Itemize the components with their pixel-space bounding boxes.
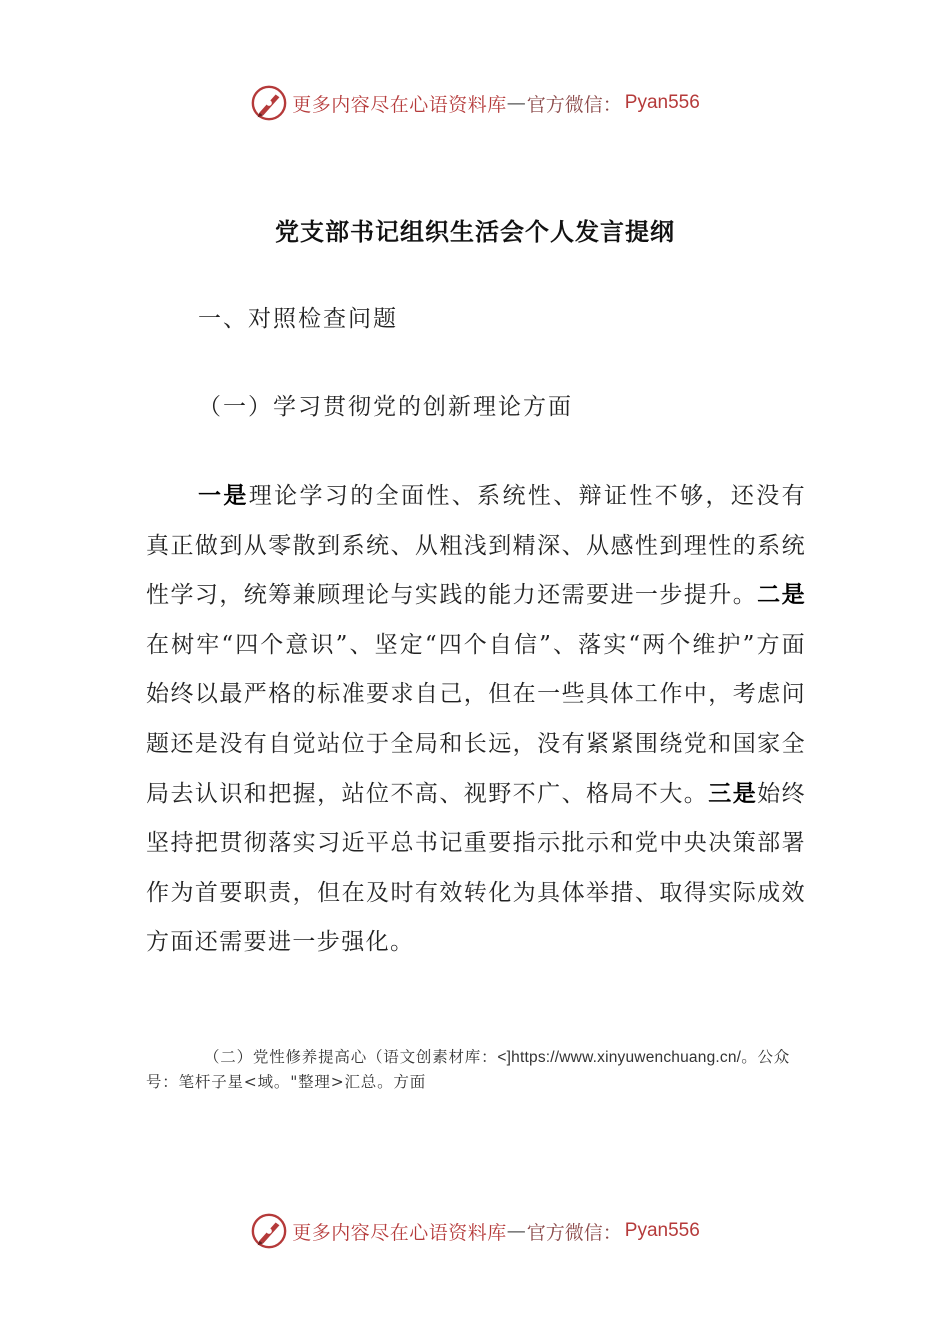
banner-main-text: 更多内容尽在心语资料库 — [292, 93, 507, 116]
banner-wechat-id: Pyan556 — [624, 92, 700, 113]
header-watermark-banner — [0, 81, 950, 125]
subsection-2-prefix: （二）党性修养提高心（语文创素材库： — [204, 1048, 498, 1066]
banner-colon: ： — [602, 1221, 622, 1244]
subsection-2-url: <]https://www.xinyuwenchuang.cn/ — [497, 1049, 742, 1066]
banner-wechat-id: Pyan556 — [624, 1220, 700, 1241]
pen-logo-icon — [250, 1212, 288, 1250]
subsection-2-suffix: 。公众号：笔杆子星<域。"整理>汇总。方面 — [146, 1048, 791, 1091]
section-heading-1: 一、对照检查问题 — [198, 306, 398, 332]
subsection-heading-2 — [146, 1045, 806, 1095]
footer-watermark-banner — [0, 1209, 950, 1253]
point-2-marker: 二是 — [757, 582, 807, 609]
point-2-text: 在树牢“四个意识”、坚定“四个自信”、落实“两个维护”方面始终以最严格的标准要求自己，但在一些具体工作中，考虑问题还是没有自觉站位于全局和长远，没有紧紧围绕党和国家全局去认识和把握，站位不高、视野不广、格局不大。 — [146, 631, 806, 807]
subsection-heading-1: （一）学习贯彻党的创新理论方面 — [198, 394, 573, 420]
banner-separator: — — [506, 92, 527, 114]
pen-logo-icon — [250, 84, 288, 122]
banner-separator: — — [506, 1220, 527, 1242]
banner-colon: ： — [602, 93, 622, 116]
banner-wechat-label: 官方微信 — [526, 93, 603, 116]
point-3-marker: 三是 — [708, 780, 758, 807]
banner-wechat-label: 官方微信 — [526, 1221, 603, 1244]
point-1-text: 理论学习的全面性、系统性、辩证性不够，还没有真正做到从零散到系统、从粗浅到精深、从感性到理性的系统性学习，统筹兼顾理论与实践的能力还需要进一步提升。 — [146, 483, 806, 609]
point-3-text: 始终坚持把贯彻落实习近平总书记重要指示批示和党中央决策部署作为首要职责，但在及时有效转化为具体举措、取得实际成效方面还需要进一步强化。 — [146, 780, 806, 956]
point-1-marker: 一是 — [198, 483, 249, 509]
banner-main-text: 更多内容尽在心语资料库 — [292, 1221, 507, 1244]
body-paragraph — [146, 472, 806, 968]
document-title: 党支部书记组织生活会个人发言提纲 — [275, 218, 675, 246]
